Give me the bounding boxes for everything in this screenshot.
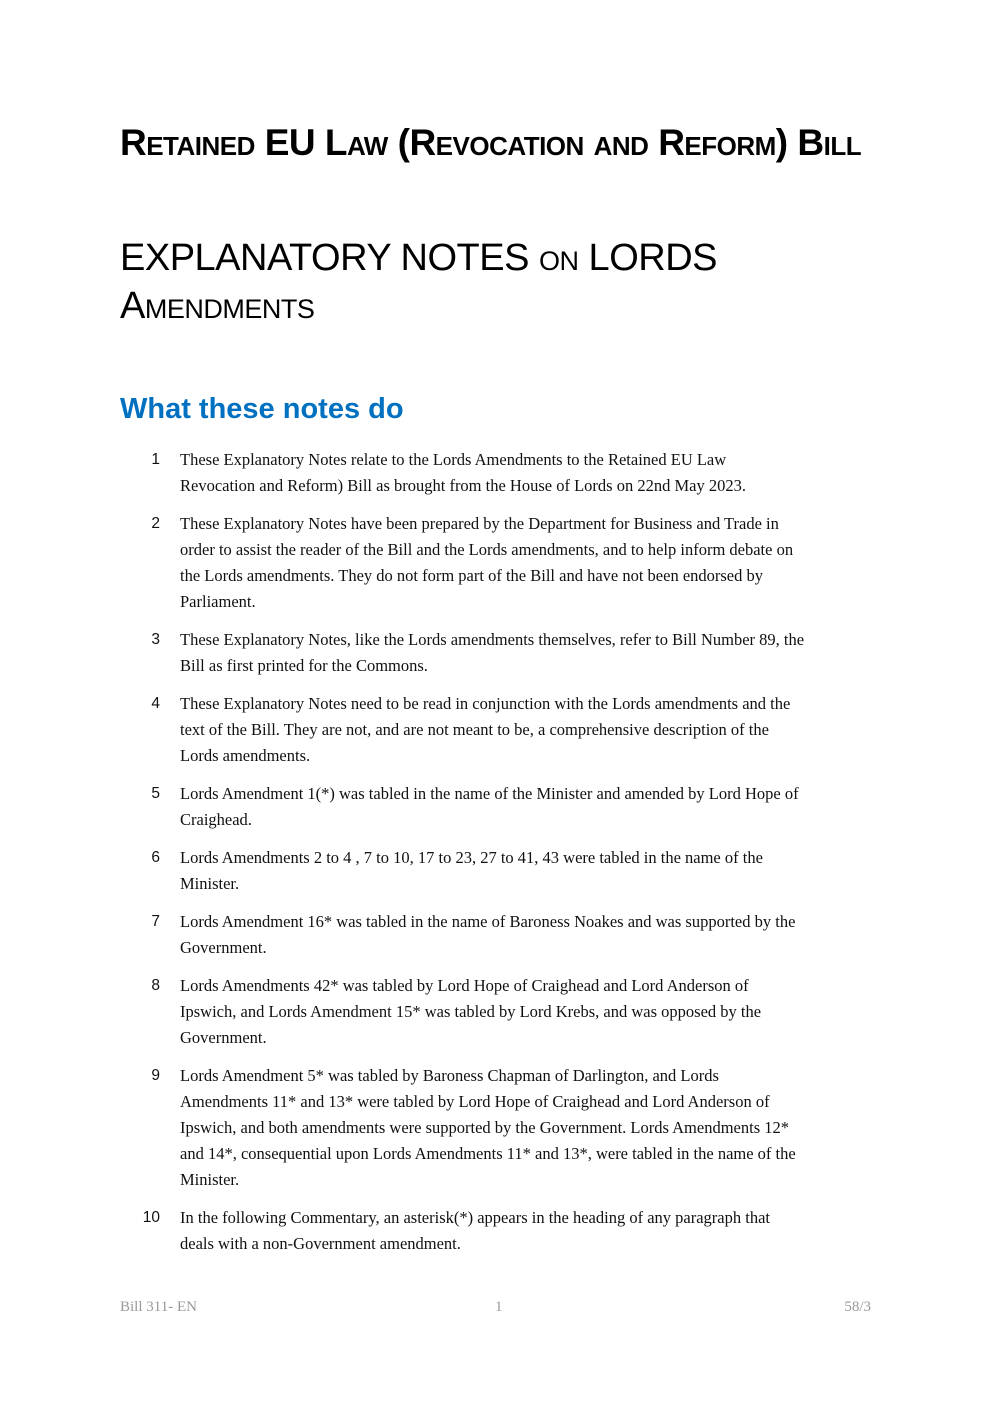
paragraph-line: Lords Amendment 1(*) was tabled in the name of the Minister and amended by Lord Hope of (180, 784, 799, 803)
paragraph-number: 6 (151, 849, 160, 866)
paragraph-number: 2 (151, 515, 160, 532)
paragraph-line: the Lords amendments. They do not form part of the Bill and have not been endorsed by (180, 566, 764, 585)
paragraph-line: Lords Amendments 42* was tabled by Lord Hope of Craighead and Lord Anderson of (180, 976, 749, 995)
numbered-paragraph (120, 1205, 880, 1257)
numbered-paragraph (120, 511, 880, 615)
numbered-paragraph (120, 845, 880, 897)
numbered-paragraph (120, 909, 880, 961)
paragraph-number: 5 (151, 785, 160, 802)
paragraph-line: Government. (180, 1028, 267, 1047)
document-title: Retained EU Law (Revocation and Reform) Bill (120, 122, 862, 163)
numbered-paragraph (120, 1063, 880, 1193)
paragraph-line: Lords amendments. (180, 746, 311, 765)
paragraph-line: Minister. (180, 1170, 240, 1189)
paragraph-line: Amendments 11* and 13* were tabled by Lord Hope of Craighead and Lord Anderson of (180, 1092, 770, 1111)
footer-page-number: 1 (495, 1299, 503, 1315)
subtitle-line-1: EXPLANATORY NOTES on LORDS (120, 237, 717, 279)
paragraph-line: order to assist the reader of the Bill and the Lords amendments, and to help inform debate on (180, 540, 794, 559)
paragraph-number: 8 (151, 977, 160, 994)
paragraph-number: 3 (151, 631, 160, 648)
subtitle-line-2: Amendments (120, 285, 315, 327)
footer-bill-number: Bill 311- EN (120, 1299, 197, 1315)
paragraph-number: 4 (151, 695, 160, 712)
section-heading: What these notes do (120, 393, 404, 425)
paragraph-line: In the following Commentary, an asterisk(*) appears in the heading of any paragraph that (180, 1208, 770, 1227)
paragraph-line: These Explanatory Notes, like the Lords amendments themselves, refer to Bill Number 89, the (180, 630, 805, 649)
paragraph-line: Lords Amendment 5* was tabled by Baroness Chapman of Darlington, and Lords (180, 1066, 719, 1085)
footer-reference: 58/3 (844, 1299, 871, 1315)
paragraph-line: and 14*, consequential upon Lords Amendments 11* and 13*, were tabled in the name of the (180, 1144, 796, 1163)
paragraph-line: Government. (180, 938, 267, 957)
paragraph-number: 10 (142, 1209, 160, 1226)
numbered-paragraph (120, 691, 880, 769)
paragraph-line: text of the Bill. They are not, and are not meant to be, a comprehensive description of the (180, 720, 769, 739)
document-subtitle (120, 234, 900, 330)
numbered-paragraph (120, 781, 880, 833)
paragraph-line: Lords Amendments 2 to 4 , 7 to 10, 17 to 23, 27 to 41, 43 were tabled in the name of the (180, 848, 763, 867)
paragraph-number: 9 (151, 1067, 160, 1084)
paragraph-line: Parliament. (180, 592, 256, 611)
paragraph-line: Ipswich, and Lords Amendment 15* was tabled by Lord Krebs, and was opposed by the (180, 1002, 762, 1021)
paragraph-line: These Explanatory Notes relate to the Lords Amendments to the Retained EU Law (180, 450, 727, 469)
paragraph-line: Revocation and Reform) Bill as brought from the House of Lords on 22nd May 2023. (180, 476, 746, 495)
paragraph-line: Ipswich, and both amendments were supported by the Government. Lords Amendments 12* (180, 1118, 790, 1137)
paragraph-line: These Explanatory Notes need to be read in conjunction with the Lords amendments and the (180, 694, 791, 713)
numbered-paragraph (120, 447, 880, 499)
paragraph-line: deals with a non-Government amendment. (180, 1234, 461, 1253)
numbered-paragraph (120, 627, 880, 679)
paragraph-number: 7 (151, 913, 160, 930)
paragraph-line: Lords Amendment 16* was tabled in the name of Baroness Noakes and was supported by the (180, 912, 796, 931)
paragraph-line: Craighead. (180, 810, 252, 829)
paragraph-line: These Explanatory Notes have been prepared by the Department for Business and Trade in (180, 514, 779, 533)
numbered-paragraphs (120, 447, 880, 1269)
numbered-paragraph (120, 973, 880, 1051)
paragraph-number: 1 (151, 451, 160, 468)
paragraph-line: Minister. (180, 874, 240, 893)
paragraph-line: Bill as first printed for the Commons. (180, 656, 428, 675)
